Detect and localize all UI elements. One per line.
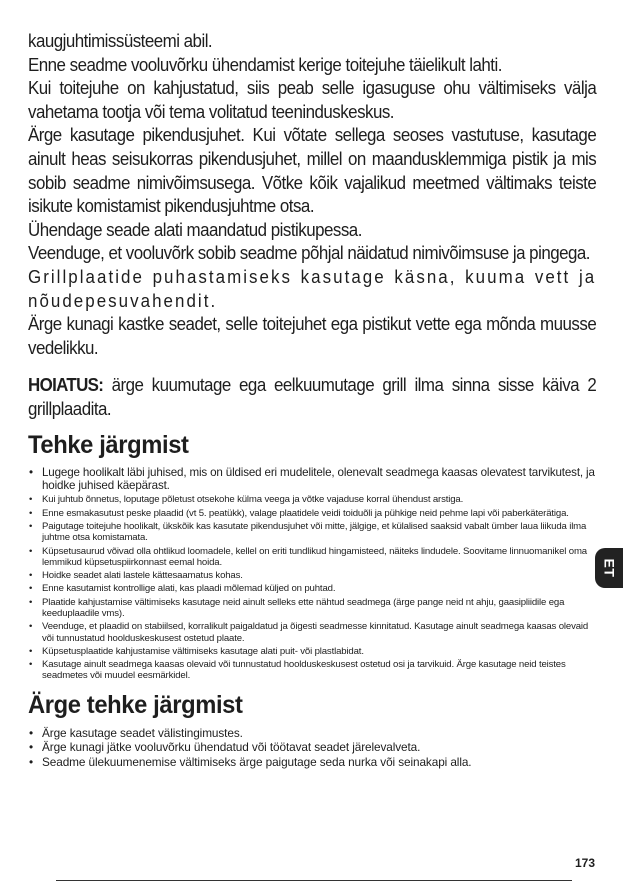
list-item: • Kui juhtub õnnetus, loputage põletust otsekohe külma veega ja võtke vajaduse korral ühendust arstiga.: [28, 494, 596, 505]
language-tab: [595, 548, 623, 588]
page-number: 173: [574, 856, 595, 870]
list-item: • Hoidke seadet alati lastele kättesaamatus kohas.: [28, 570, 596, 581]
list-item: • Paigutage toitejuhe hoolikalt, ükskõik kas kasutate pikendusjuhet või mitte, jälgige, et külalised saaksid vabalt ümber laua liikuda ilma juhtme otsa komistamata.: [28, 521, 596, 544]
list-item: • Enne kasutamist kontrollige alati, kas plaadi mõlemad küljed on puhtad.: [28, 583, 596, 594]
list-item: • Ärge kunagi jätke vooluvõrku ühendatud või töötavat seadet järelevalveta.: [28, 740, 596, 755]
list-item: • Kasutage ainult seadmega kaasas olevaid või tunnustatud hoolduskeskusest ostetud osi ja tarvikuid. Ärge kasutage neid teistes seadmetes või muudel eesmärkidel.: [28, 659, 596, 682]
paragraph: Veenduge, et vooluvõrk sobib seadme põhjal näidatud nimivõimsuse ja pingega.: [28, 243, 590, 264]
list-item: • Küpsetusplaatide kahjustamise vältimiseks kasutage alati puit- või plastlabidat.: [28, 646, 596, 657]
paragraph: Enne seadme vooluvõrku ühendamist kerige toitejuhe täielikult lahti.: [28, 54, 502, 75]
warning-paragraph: [28, 374, 596, 421]
language-code: ET: [600, 558, 617, 578]
list-item: • Seadme ülekuumenemise vältimiseks ärge paigutage seda nurka või seinakapi alla.: [28, 755, 596, 770]
do-heading: Tehke järgmist: [28, 430, 189, 459]
list-item: • Ärge kasutage seadet välistingimustes.: [28, 726, 596, 741]
list-item: • Lugege hoolikalt läbi juhised, mis on üldised eri mudelitele, olenevalt seadmega kaasas olevatest tarvikutest, ja hoidke juhised käepärast.: [28, 466, 596, 493]
do-list: [28, 466, 596, 682]
manual-page: [28, 30, 596, 770]
footer-divider: [56, 880, 572, 881]
paragraph: Grillplaatide puhastamiseks kasutage käsna, kuuma vett ja nõudepesuvahendit.: [28, 266, 597, 311]
dont-heading: Ärge tehke järgmist: [28, 690, 243, 719]
paragraph: Ärge kunagi kastke seadet, selle toitejuhet ega pistikut vette ega mõnda muusse vedelikku.: [28, 314, 597, 358]
intro-paragraphs: [28, 30, 596, 360]
dont-list: [28, 726, 596, 770]
paragraph: Ühendage seade alati maandatud pistikupessa.: [28, 219, 362, 240]
paragraph: kaugjuhtimissüsteemi abil.: [28, 31, 213, 51]
warning-text: ärge kuumutage ega eelkuumutage grill ilma sinna sisse käiva 2 grillplaadita.: [28, 375, 597, 419]
list-item: • Enne esmakasutust peske plaadid (vt 5. peatükk), valage plaatidele veidi toiduõli ja pühkige neid pehme lapi või paberkäterätiga.: [28, 508, 596, 519]
paragraph: Ärge kasutage pikendusjuhet. Kui võtate sellega seoses vastutuse, kasutage ainult heas seisukorras pikendusjuhet, millel on maandusklemmiga pistik ja mis sobib seadme nimivõimsusega. Võtke kõik vajalikud meetmed vältimaks teiste isikute komistamist pikendusjuhtme otsa.: [28, 125, 597, 217]
list-item: • Küpsetusaurud võivad olla ohtlikud loomadele, kellel on eriti tundlikud hingamisteed, näiteks lindudele. Soovitame linnuomanikel oma lemmikud küpsetuspiirkonnast eemal hoida.: [28, 546, 596, 569]
list-item: • Plaatide kahjustamise vältimiseks kasutage neid ainult selleks ette nähtud seadmega (ärge pange neid nt ahju, gaasipliidile ega keeduplaadile vms).: [28, 597, 596, 620]
list-item: • Veenduge, et plaadid on stabiilsed, korralikult paigaldatud ja õigesti seadmesse kinnitatud. Kasutage ainult seadmega kaasas olevaid või tunnustatud hoolduskeskusest ostetud plaate.: [28, 621, 596, 644]
warning-label: HOIATUS:: [28, 375, 104, 396]
paragraph: Kui toitejuhe on kahjustatud, siis peab selle igasuguse ohu vältimiseks välja vahetama tootja või tema volitatud teeninduskeskus.: [28, 78, 597, 122]
